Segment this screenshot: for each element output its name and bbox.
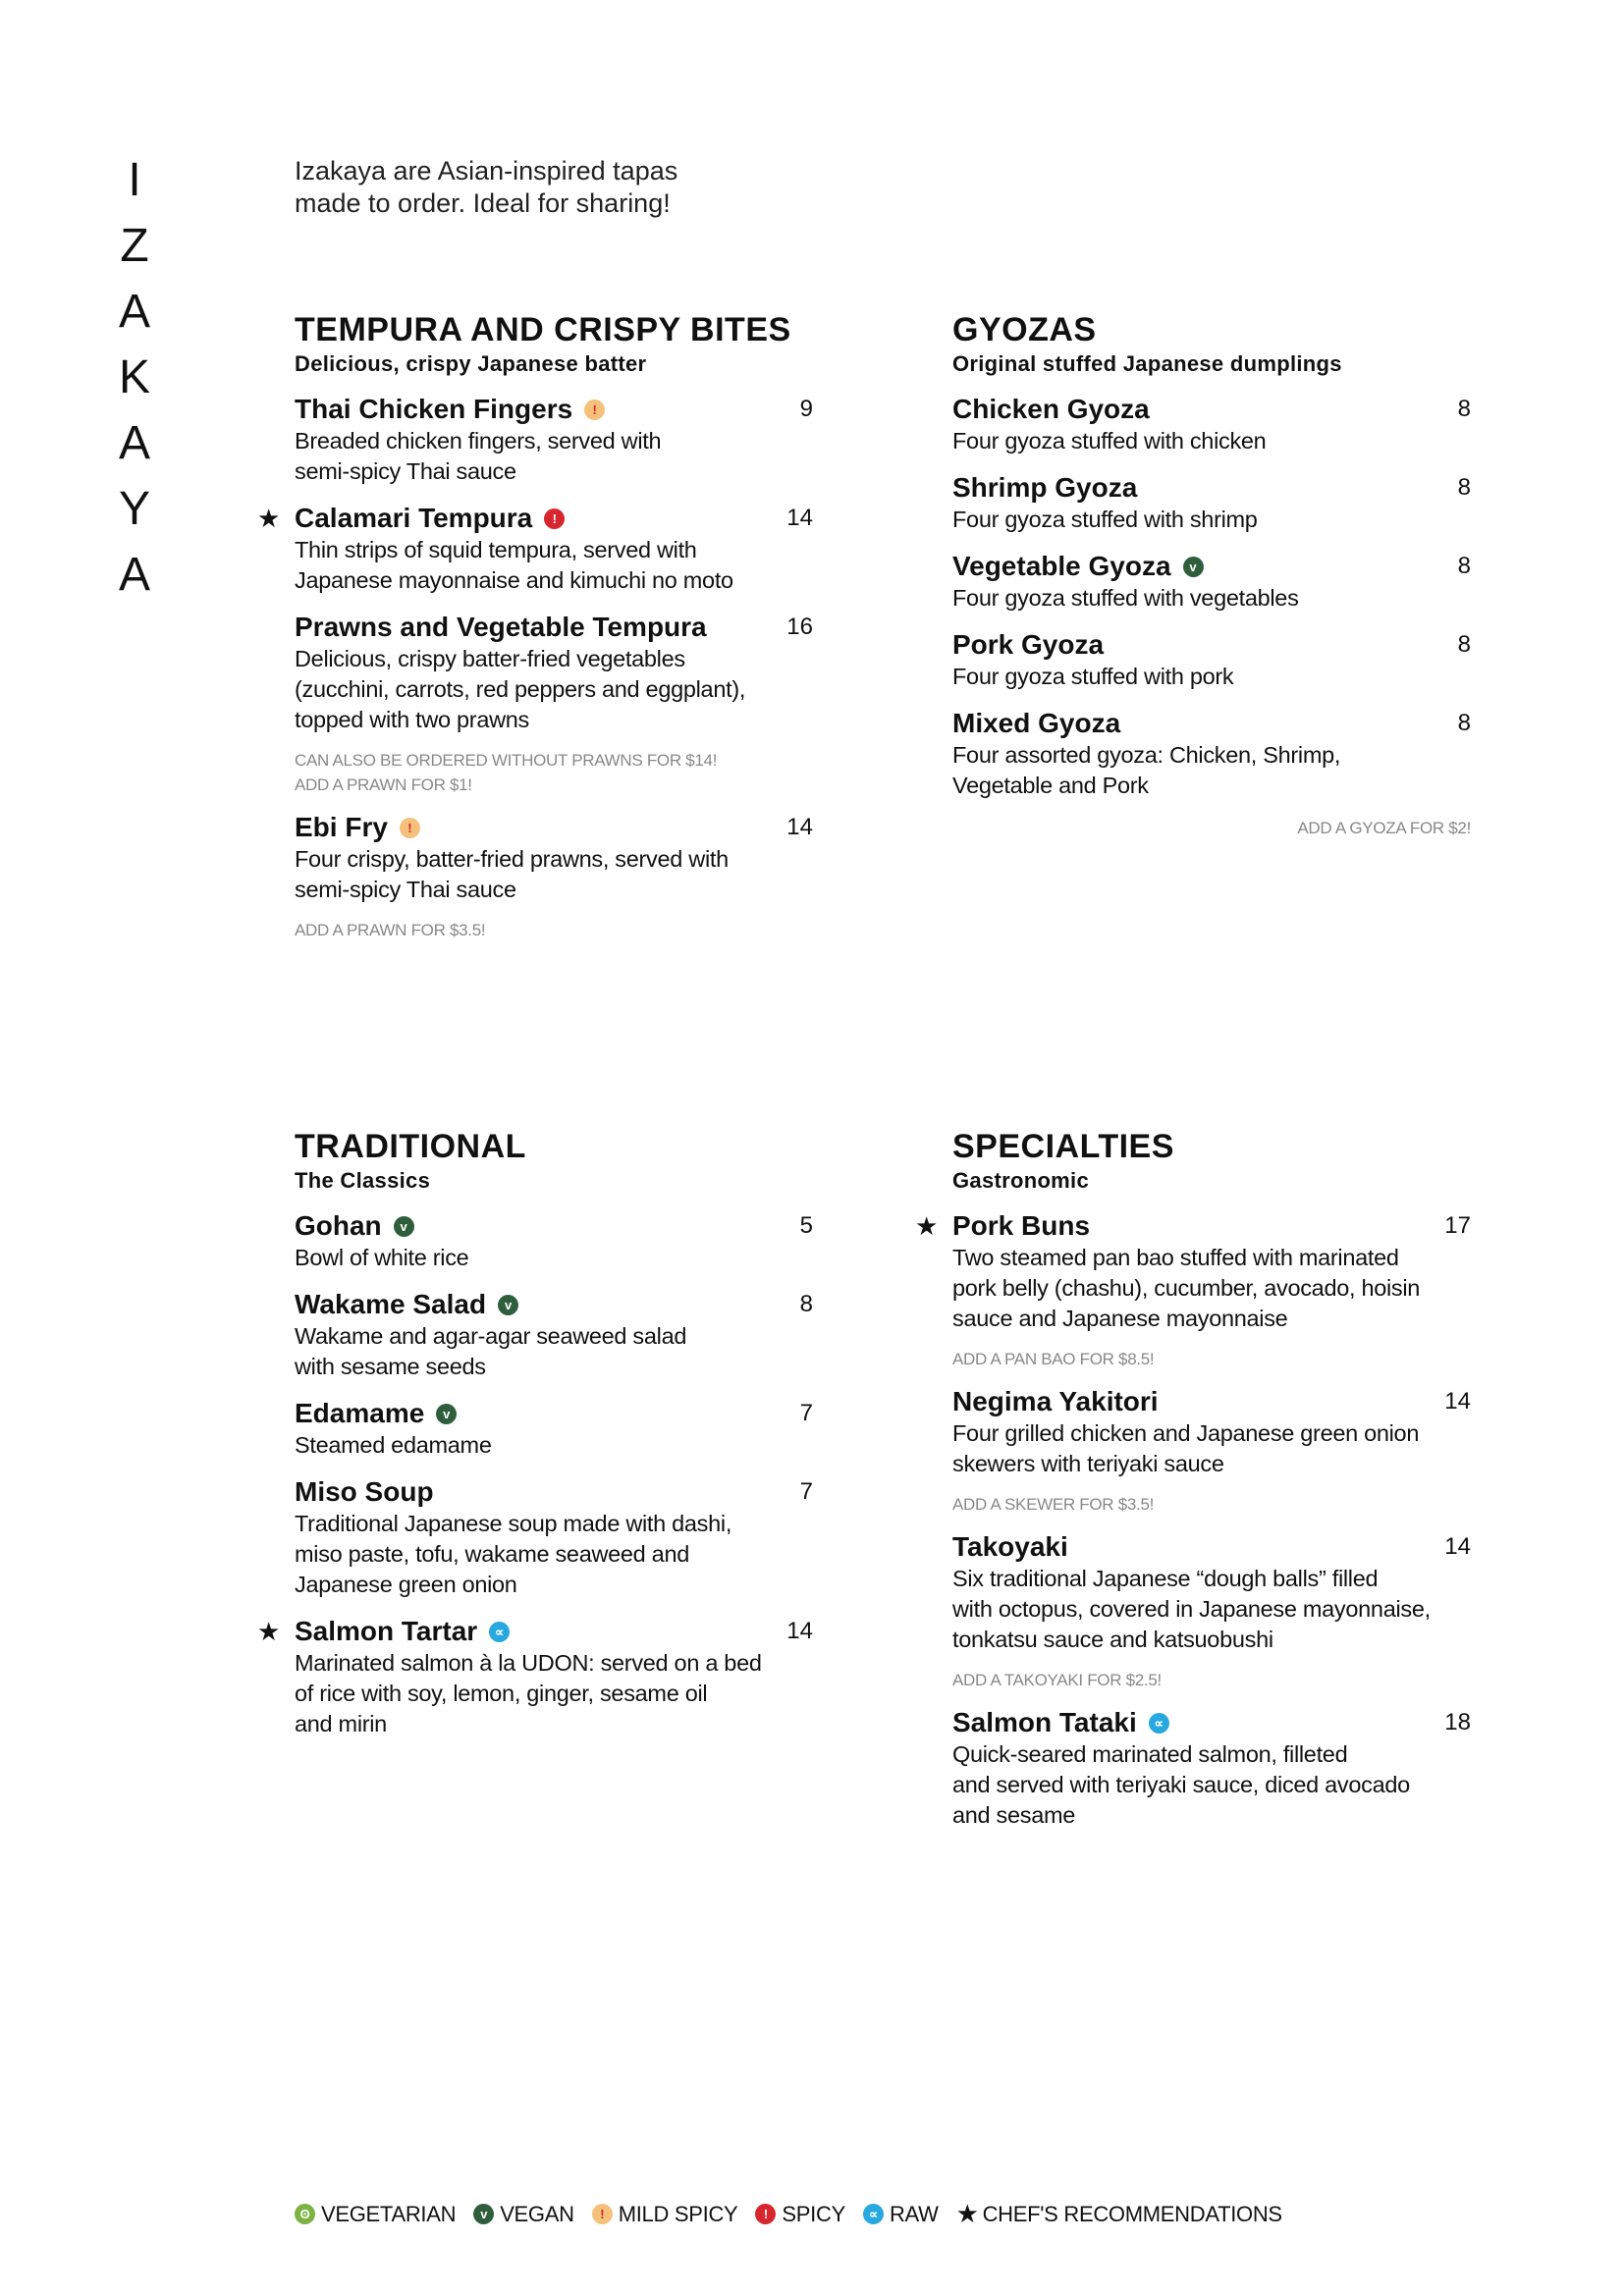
intro-line: made to order. Ideal for sharing! [295,188,671,218]
item-header [952,628,1471,662]
item-name: Salmon Tataki [952,1707,1137,1737]
item-price: 8 [1457,474,1471,501]
item-description: Wakame and agar-agar seaweed salad [295,1323,687,1349]
item-description: Japanese mayonnaise and kimuchi no moto [295,567,733,593]
item-name: Prawns and Vegetable Tempura [295,612,707,642]
mild-spicy-icon: ! [592,2204,613,2224]
note-line: ADD A PAN BAO FOR $8.5! [952,1350,1155,1368]
item-name: Takoyaki [952,1531,1068,1562]
item-name: Shrimp Gyoza [952,472,1138,503]
item-description: Breaded chicken fingers, served with [295,428,662,454]
menu-item [257,502,813,596]
chef-recommendation-star-icon: ★ [257,1617,281,1646]
item-header [295,1288,813,1321]
item-price: 9 [799,396,813,422]
item-note [952,1492,1471,1517]
item-description: Traditional Japanese soup made with dashi, [295,1511,732,1536]
menu-item [952,1385,1471,1479]
chef-recommendation-star-icon: ★ [915,1211,939,1241]
item-description: Four gyoza stuffed with pork [952,664,1234,689]
item-header [952,1530,1471,1564]
menu-item [295,1397,813,1461]
menu-item [952,393,1471,456]
menu-item [952,550,1471,614]
item-name: Negima Yakitori [952,1386,1159,1416]
item-note [952,1668,1471,1692]
intro-line: Izakaya are Asian-inspired tapas [295,156,678,186]
item-name: Calamari Tempura [295,503,533,533]
raw-icon: ∝ [489,1622,510,1642]
menu-item [295,393,813,487]
item-name: Wakame Salad [295,1289,487,1319]
item-note [952,1347,1471,1371]
legend-item [473,2202,574,2227]
item-header [295,611,813,644]
item-description: Four gyoza stuffed with vegetables [952,585,1299,611]
section-tempura [257,310,813,956]
item-header [295,393,813,426]
legend-label: VEGETARIAN [321,2201,457,2226]
item-description: and mirin [295,1711,387,1736]
item-header [295,1397,813,1430]
item-price: 8 [1457,710,1471,736]
item-description: sauce and Japanese mayonnaise [952,1306,1288,1331]
raw-icon: ∝ [863,2204,884,2224]
menu-item [952,1530,1471,1655]
item-description: Quick-seared marinated salmon, filleted [952,1741,1348,1767]
item-description: Marinated salmon à la UDON: served on a bed [295,1650,762,1676]
spicy-icon: ! [755,2204,776,2224]
item-description: Four crispy, batter-fried prawns, served with [295,846,729,872]
item-name: Edamame [295,1398,425,1428]
section-gyozas [952,310,1471,854]
title-letter: A [118,549,150,601]
item-name: Mixed Gyoza [952,708,1121,738]
title-letter: Y [118,483,150,535]
spicy-icon: ! [544,508,565,529]
legend-label: RAW [889,2201,939,2226]
note-line: ADD A TAKOYAKI FOR $2.5! [952,1671,1162,1689]
note-line: ADD A SKEWER FOR $3.5! [952,1495,1155,1514]
note-line: ADD A PRAWN FOR $3.5! [295,921,486,939]
item-name: Vegetable Gyoza [952,551,1171,581]
item-name: Chicken Gyoza [952,394,1150,424]
item-price: 8 [1457,631,1471,658]
item-header [295,502,813,535]
vegan-icon: v [1183,557,1204,577]
section-subtitle: Delicious, crispy Japanese batter [295,351,647,376]
section-traditional [257,1127,813,1754]
item-price: 14 [786,1618,813,1644]
legend-item [755,2202,845,2227]
item-name: Thai Chicken Fingers [295,394,573,424]
title-letter: Z [120,220,149,272]
menu-item [295,611,813,735]
item-name: Salmon Tartar [295,1616,478,1646]
item-description: semi-spicy Thai sauce [295,458,516,484]
item-description: Four gyoza stuffed with chicken [952,428,1267,454]
legend-label: CHEF'S RECOMMENDATIONS [982,2201,1282,2226]
mild-spicy-icon: ! [400,818,420,838]
legend-item [592,2202,738,2227]
title-letter: I [128,154,141,206]
menu-item [915,1209,1471,1334]
item-header [952,550,1471,583]
item-description: pork belly (chashu), cucumber, avocado, hoisin [952,1275,1421,1301]
section-footer-note: ADD A GYOZA FOR $2! [1297,819,1471,837]
item-header [295,1615,813,1648]
item-price: 8 [1457,396,1471,422]
star-icon: ★ [955,2199,979,2228]
item-name: Miso Soup [295,1476,434,1507]
legend-label: VEGAN [500,2201,574,2226]
item-note [295,748,813,797]
section-title: TEMPURA AND CRISPY BITES [295,311,791,348]
item-header [952,471,1471,505]
item-description: of rice with soy, lemon, ginger, sesame oil [295,1681,708,1706]
title-letter: A [118,417,150,469]
item-price: 17 [1444,1212,1471,1239]
item-description: Bowl of white rice [295,1245,469,1270]
item-description: and served with teriyaki sauce, diced avocado [952,1772,1410,1797]
legend-item [295,2202,456,2227]
note-line: ADD A PRAWN FOR $1! [295,775,472,794]
item-header [952,1209,1471,1243]
item-description: Vegetable and Pork [952,773,1149,798]
section-subtitle: The Classics [295,1168,431,1193]
vertical-title [110,147,159,608]
vegetarian-icon: ʘ [295,2204,315,2224]
vegan-icon: v [436,1404,457,1424]
menu-item [295,1288,813,1382]
item-price: 14 [786,814,813,840]
section-title: SPECIALTIES [952,1128,1174,1165]
item-description: Six traditional Japanese “dough balls” filled [952,1566,1379,1591]
item-price: 18 [1444,1709,1471,1735]
section-specialties [915,1127,1471,1845]
section-title: GYOZAS [952,311,1097,348]
note-line: CAN ALSO BE ORDERED WITHOUT PRAWNS FOR $14! [295,751,718,770]
item-description: miso paste, tofu, wakame seaweed and [295,1541,689,1567]
item-description: Delicious, crispy batter-fried vegetables [295,646,685,671]
section-subtitle: Original stuffed Japanese dumplings [952,351,1342,376]
item-name: Ebi Fry [295,812,388,842]
item-price: 16 [786,614,813,640]
raw-icon: ∝ [1149,1713,1169,1734]
item-description: skewers with teriyaki sauce [952,1451,1224,1476]
legend-item [863,2202,939,2227]
legend [295,2199,1300,2229]
legend-item [956,2199,1282,2229]
item-description: Steamed edamame [295,1432,492,1458]
intro-text [295,155,805,220]
item-description: Japanese green onion [295,1572,517,1597]
item-name: Pork Gyoza [952,629,1105,660]
menu-item [952,471,1471,535]
vegan-icon: v [394,1216,414,1237]
item-price: 14 [786,505,813,531]
item-price: 7 [799,1400,813,1426]
item-note [295,918,813,942]
item-description: Four gyoza stuffed with shrimp [952,507,1258,532]
item-description: tonkatsu sauce and katsuobushi [952,1627,1273,1652]
chef-recommendation-star-icon: ★ [257,504,281,533]
menu-item [952,1706,1471,1831]
item-price: 5 [799,1212,813,1239]
item-header [295,811,813,844]
menu-item [295,811,813,905]
item-price: 14 [1444,1533,1471,1560]
item-description: (zucchini, carrots, red peppers and eggplant), [295,676,746,702]
legend-label: MILD SPICY [618,2201,738,2226]
title-letter: A [118,286,150,338]
item-name: Gohan [295,1210,382,1241]
item-header [952,1385,1471,1418]
mild-spicy-icon: ! [584,400,605,420]
item-header [295,1475,813,1509]
menu-item [295,1209,813,1273]
item-price: 8 [1457,553,1471,579]
menu-item [257,1615,813,1739]
item-description: with octopus, covered in Japanese mayonnaise, [952,1596,1431,1622]
item-name: Pork Buns [952,1210,1091,1241]
item-description: semi-spicy Thai sauce [295,877,516,902]
item-description: with sesame seeds [295,1354,486,1379]
legend-label: SPICY [782,2201,845,2226]
vegan-icon: v [473,2204,494,2224]
item-description: Four grilled chicken and Japanese green onion [952,1420,1420,1446]
item-description: Four assorted gyoza: Chicken, Shrimp, [952,742,1341,768]
item-description: and sesame [952,1802,1076,1828]
item-header [952,393,1471,426]
item-header [952,707,1471,740]
item-price: 14 [1444,1388,1471,1415]
item-price: 8 [799,1291,813,1317]
section-subtitle: Gastronomic [952,1168,1089,1193]
vegan-icon: v [498,1295,518,1315]
item-header [295,1209,813,1243]
item-price: 7 [799,1478,813,1505]
menu-item [295,1475,813,1600]
menu-item [952,707,1471,801]
item-description: topped with two prawns [295,707,529,732]
item-description: Thin strips of squid tempura, served with [295,537,697,562]
item-header [952,1706,1471,1739]
menu-item [952,628,1471,692]
item-description: Two steamed pan bao stuffed with marinated [952,1245,1399,1270]
section-title: TRADITIONAL [295,1128,526,1165]
title-letter: K [118,351,150,403]
